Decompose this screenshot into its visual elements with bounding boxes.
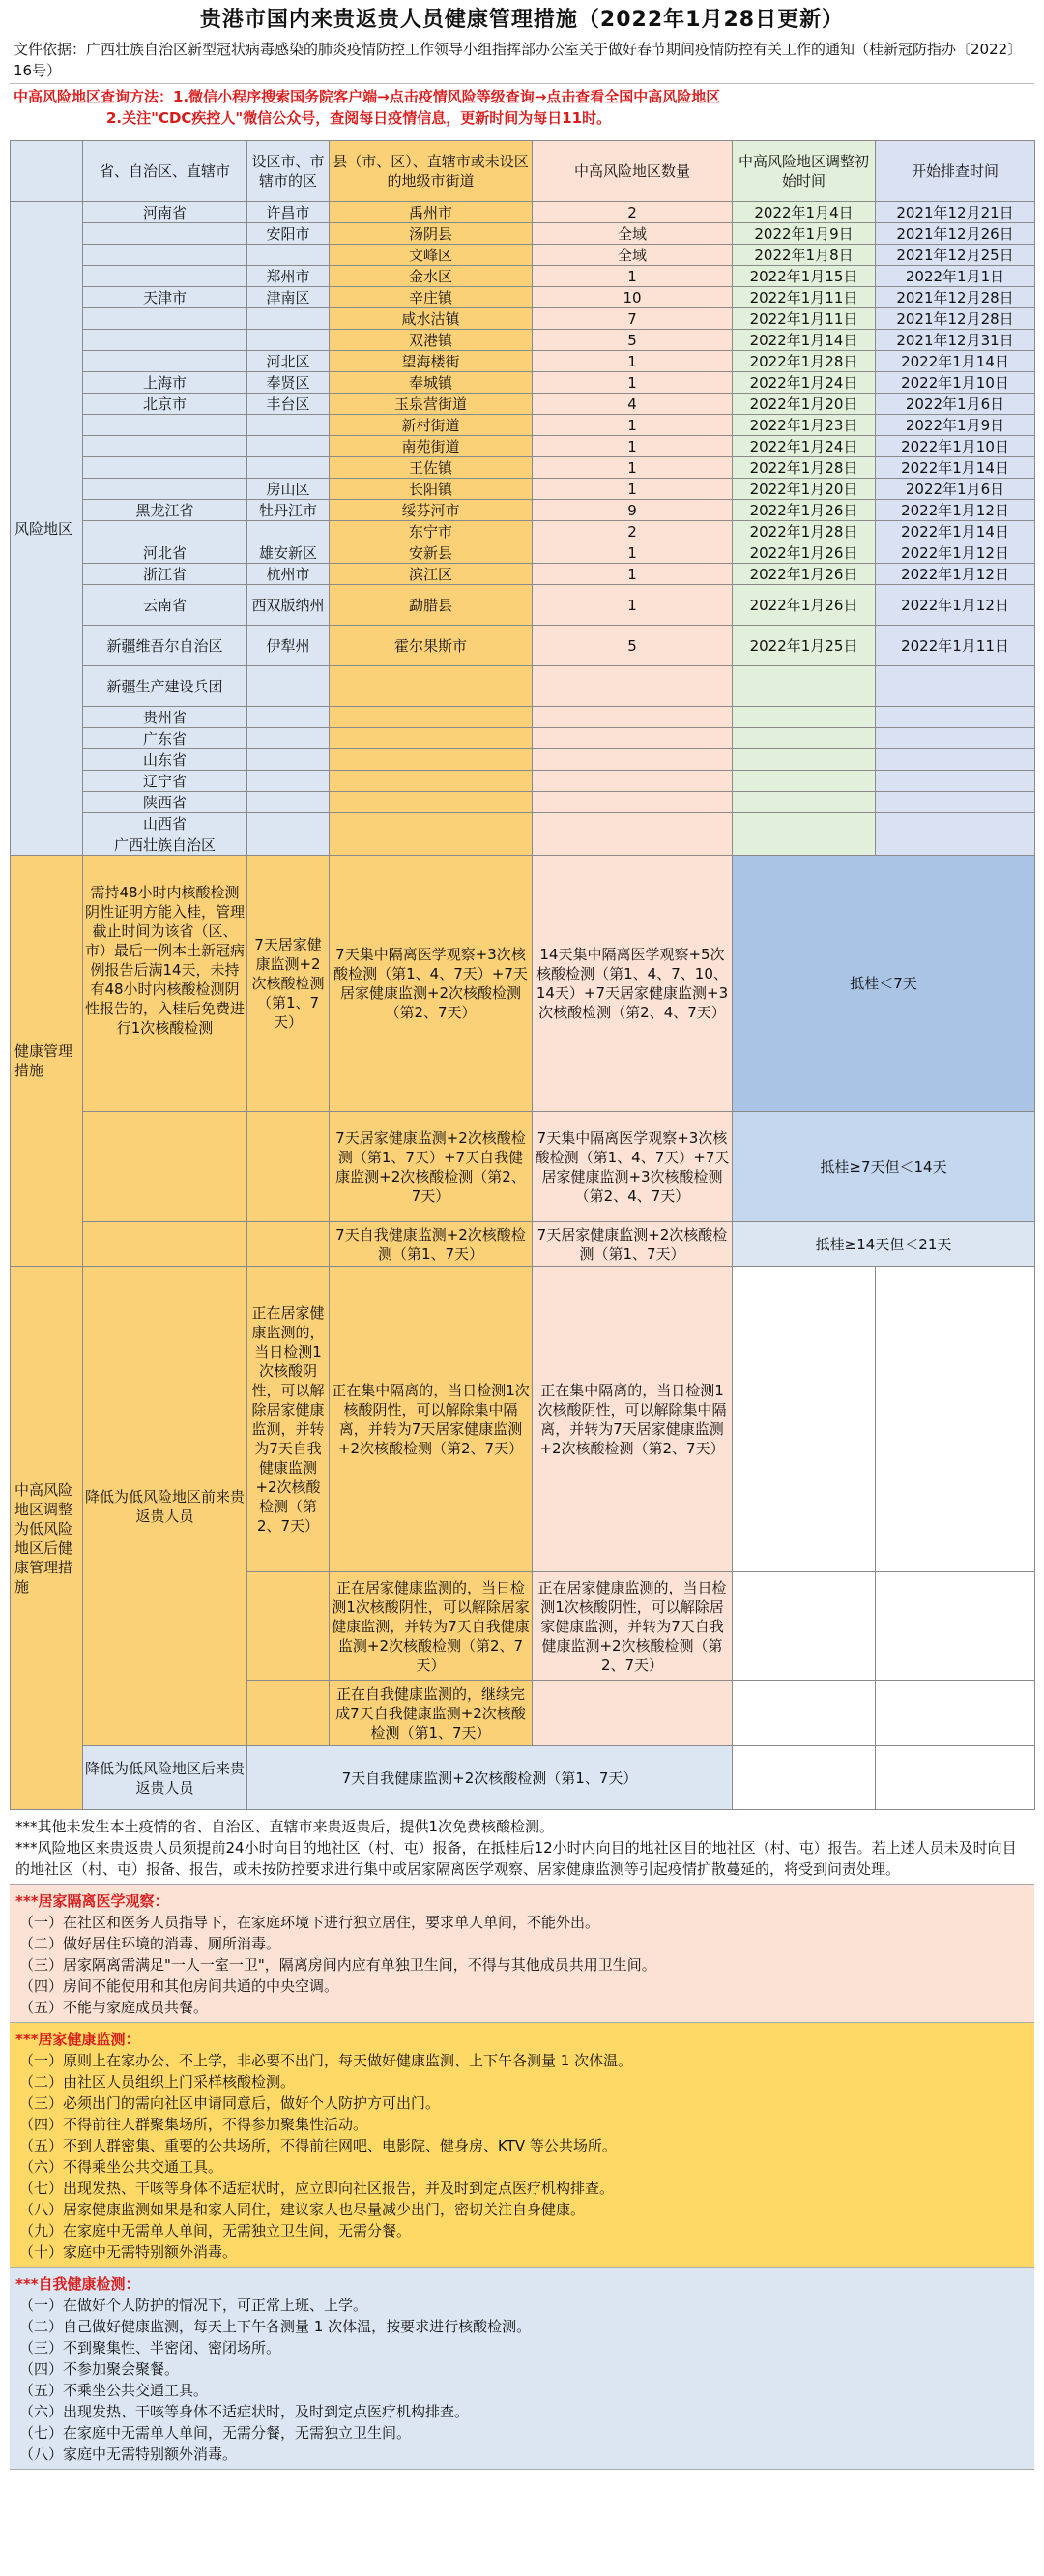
sheet bbox=[10, 4, 1034, 2470]
cell-adjust-time: 2022年1月28日 bbox=[733, 457, 876, 479]
list-item: （九）在家庭中无需单人单间，无需独立卫生间，无需分餐。 bbox=[19, 2222, 412, 2239]
cell-province bbox=[83, 223, 247, 245]
cell-county: 滨江区 bbox=[330, 564, 533, 585]
cell-adjust-time: 2022年1月15日 bbox=[733, 266, 876, 287]
cell-province: 山西省 bbox=[83, 813, 247, 834]
cell-city: 郑州市 bbox=[247, 266, 330, 287]
adjust-high-2: 正在居家健康监测的，当日检测1次核酸阴性，可以解除居家健康监测，并转为7天自我健康监测+2次核酸检测（第2、7天） bbox=[533, 1572, 733, 1681]
cell-adjust-time bbox=[733, 834, 876, 856]
cell-adjust-time: 2022年1月24日 bbox=[733, 372, 876, 394]
cell-start-time: 2022年1月14日 bbox=[876, 457, 1035, 479]
table-row bbox=[11, 521, 1035, 542]
cell-adjust-time: 2022年1月23日 bbox=[733, 415, 876, 436]
cell-start-time: 2022年1月11日 bbox=[876, 626, 1035, 666]
adjust-col3-blank bbox=[247, 1572, 330, 1681]
adjust-after-measure: 7天自我健康监测+2次核酸检测（第1、7天） bbox=[247, 1746, 733, 1810]
cell-adjust-time: 2022年1月20日 bbox=[733, 394, 876, 415]
cell-adjust-time: 2022年1月20日 bbox=[733, 479, 876, 500]
cell-province bbox=[83, 521, 247, 542]
adjust-high-1: 正在集中隔离的，当日检测1次核酸阴性，可以解除集中隔离，并转为7天居家健康监测+2次核酸检测（第2、7天） bbox=[533, 1267, 733, 1572]
table-row bbox=[11, 749, 1035, 771]
cell-city: 津南区 bbox=[247, 287, 330, 308]
health-mid-3: 7天自我健康监测+2次核酸检测（第1、7天） bbox=[330, 1222, 533, 1267]
adjust-blank-f2 bbox=[876, 1572, 1035, 1681]
adjust-home-monitor: 正在居家健康监测的，当日检测1次核酸阴性，可以解除居家健康监测，并转为7天自我健康监测+2次核酸检测（第2、7天） bbox=[247, 1267, 330, 1572]
cell-county bbox=[330, 707, 533, 728]
table-row bbox=[11, 308, 1035, 330]
cell-province bbox=[83, 330, 247, 351]
cell-start-time: 2022年1月10日 bbox=[876, 436, 1035, 457]
cell-province: 新疆维吾尔自治区 bbox=[83, 626, 247, 666]
cell-city: 丰台区 bbox=[247, 394, 330, 415]
cell-city: 牡丹江市 bbox=[247, 500, 330, 521]
adjust-after-label: 降低为低风险地区后来贵返贵人员 bbox=[83, 1746, 247, 1810]
cell-city bbox=[247, 749, 330, 771]
cell-adjust-time: 2022年1月11日 bbox=[733, 308, 876, 330]
table-row bbox=[11, 728, 1035, 749]
cell-province bbox=[83, 308, 247, 330]
list-item: （七）出现发热、干咳等身体不适症状时，应立即向社区报告，并及时到定点医疗机构排查。 bbox=[19, 2180, 615, 2197]
health-time-1: 抵桂＜7天 bbox=[733, 856, 1035, 1112]
cell-county: 绥芬河市 bbox=[330, 500, 533, 521]
cell-city bbox=[247, 436, 330, 457]
cell-adjust-time: 2022年1月4日 bbox=[733, 202, 876, 223]
risk-table bbox=[10, 140, 1035, 1810]
cell-count: 9 bbox=[533, 500, 733, 521]
cell-county bbox=[330, 666, 533, 707]
table-row bbox=[11, 792, 1035, 813]
cell-adjust-time bbox=[733, 792, 876, 813]
table-row bbox=[11, 223, 1035, 245]
list-item: （二）由社区人员组织上门采样核酸检测。 bbox=[19, 2073, 296, 2091]
table-row bbox=[11, 666, 1035, 707]
health-low-blank-2 bbox=[247, 1222, 330, 1267]
cell-start-time: 2021年12月28日 bbox=[876, 287, 1035, 308]
cell-adjust-time: 2022年1月11日 bbox=[733, 287, 876, 308]
list-item: （八）居家健康监测如果是和家人同住，建议家人也尽量减少出门，密切关注自身健康。 bbox=[19, 2201, 586, 2218]
header-start-time: 开始排查时间 bbox=[876, 141, 1035, 202]
table-header-row bbox=[11, 141, 1035, 202]
cell-adjust-time bbox=[733, 728, 876, 749]
cell-city bbox=[247, 457, 330, 479]
cell-adjust-time: 2022年1月25日 bbox=[733, 626, 876, 666]
cell-county: 文峰区 bbox=[330, 245, 533, 266]
cell-start-time bbox=[876, 813, 1035, 834]
cell-county: 望海楼街 bbox=[330, 351, 533, 372]
list-item: （六）不得乘坐公共交通工具。 bbox=[19, 2158, 223, 2176]
risk-area-label: 风险地区 bbox=[11, 202, 83, 856]
cell-county bbox=[330, 771, 533, 792]
cell-city bbox=[247, 728, 330, 749]
adjust-label: 中高风险地区调整为低风险地区后健康管理措施 bbox=[11, 1267, 83, 1810]
cell-province: 黑龙江省 bbox=[83, 500, 247, 521]
list-item: （五）不乘坐公共交通工具。 bbox=[19, 2382, 209, 2399]
cell-count bbox=[533, 813, 733, 834]
cell-count: 2 bbox=[533, 202, 733, 223]
cell-adjust-time bbox=[733, 749, 876, 771]
cell-count bbox=[533, 728, 733, 749]
cell-count: 1 bbox=[533, 372, 733, 394]
cell-start-time: 2022年1月14日 bbox=[876, 521, 1035, 542]
cell-count: 全域 bbox=[533, 223, 733, 245]
cell-count bbox=[533, 792, 733, 813]
adjust-col3-blank-2 bbox=[247, 1681, 330, 1746]
health-low-risk: 7天居家健康监测+2次核酸检测（第1、7天） bbox=[247, 856, 330, 1112]
cell-start-time: 2021年12月26日 bbox=[876, 223, 1035, 245]
health-time-3: 抵桂≥14天但＜21天 bbox=[733, 1222, 1035, 1267]
cell-start-time: 2022年1月6日 bbox=[876, 479, 1035, 500]
notes-area bbox=[10, 1810, 1034, 2470]
adjust-blank-e4 bbox=[733, 1746, 876, 1810]
table-row bbox=[11, 542, 1035, 564]
cell-start-time bbox=[876, 792, 1035, 813]
cell-province bbox=[83, 266, 247, 287]
cell-city: 奉贤区 bbox=[247, 372, 330, 394]
cell-start-time bbox=[876, 749, 1035, 771]
list-item: （十）家庭中无需特别额外消毒。 bbox=[19, 2243, 238, 2261]
page-title: 贵港市国内来贵返贵人员健康管理措施（2022年1月28日更新） bbox=[199, 8, 845, 32]
list-item: （一）在社区和医务人员指导下，在家庭环境下进行独立居住，要求单人单间，不能外出。 bbox=[19, 1914, 600, 1931]
cell-count: 1 bbox=[533, 585, 733, 626]
cell-start-time: 2022年1月10日 bbox=[876, 372, 1035, 394]
cell-county: 南苑街道 bbox=[330, 436, 533, 457]
cell-province bbox=[83, 479, 247, 500]
table-row bbox=[11, 813, 1035, 834]
cell-count bbox=[533, 834, 733, 856]
table-row bbox=[11, 245, 1035, 266]
cell-province: 北京市 bbox=[83, 394, 247, 415]
cell-adjust-time bbox=[733, 707, 876, 728]
cell-count: 1 bbox=[533, 415, 733, 436]
cell-adjust-time: 2022年1月28日 bbox=[733, 351, 876, 372]
cell-county: 安新县 bbox=[330, 542, 533, 564]
cell-start-time: 2022年1月14日 bbox=[876, 351, 1035, 372]
cell-city: 许昌市 bbox=[247, 202, 330, 223]
cell-adjust-time: 2022年1月26日 bbox=[733, 564, 876, 585]
cell-adjust-time bbox=[733, 771, 876, 792]
table-row bbox=[11, 415, 1035, 436]
cell-start-time: 2021年12月31日 bbox=[876, 330, 1035, 351]
table-row bbox=[11, 564, 1035, 585]
health-rule: 需持48小时内核酸检测阴性证明方能入桂，管理截止时间为该省（区、市）最后一例本土新冠病例报告后满14天，未持有48小时内核酸检测阴性报告的，入桂后免费进行1次核酸检测 bbox=[83, 856, 247, 1112]
health-mid-2: 7天居家健康监测+2次核酸检测（第1、7天）+7天自我健康监测+2次核酸检测（第2、7天） bbox=[330, 1112, 533, 1222]
adjust-mid-3: 正在自我健康监测的，继续完成7天自我健康监测+2次核酸检测（第1、7天） bbox=[330, 1681, 533, 1746]
table-row bbox=[11, 394, 1035, 415]
cell-county: 新村街道 bbox=[330, 415, 533, 436]
cell-count: 1 bbox=[533, 436, 733, 457]
cell-count bbox=[533, 707, 733, 728]
cell-count: 1 bbox=[533, 564, 733, 585]
cell-start-time: 2021年12月25日 bbox=[876, 245, 1035, 266]
cell-province bbox=[83, 351, 247, 372]
cell-province bbox=[83, 415, 247, 436]
cell-adjust-time bbox=[733, 813, 876, 834]
list-item: （三）必须出门的需向社区申请同意后，做好个人防护方可出门。 bbox=[19, 2094, 441, 2112]
table-row bbox=[11, 626, 1035, 666]
adjust-mid-2: 正在居家健康监测的，当日检测1次核酸阴性，可以解除居家健康监测，并转为7天自我健康监测+2次核酸检测（第2、7天） bbox=[330, 1572, 533, 1681]
cell-count bbox=[533, 771, 733, 792]
cell-city bbox=[247, 792, 330, 813]
note-other-provinces bbox=[10, 1810, 1034, 1885]
cell-count: 全域 bbox=[533, 245, 733, 266]
table-row bbox=[11, 707, 1035, 728]
cell-start-time: 2021年12月21日 bbox=[876, 202, 1035, 223]
cell-province: 贵州省 bbox=[83, 707, 247, 728]
section-home-quarantine bbox=[10, 1885, 1034, 2023]
cell-province: 云南省 bbox=[83, 585, 247, 626]
cell-county: 东宁市 bbox=[330, 521, 533, 542]
cell-count: 1 bbox=[533, 457, 733, 479]
adjust-mid-1: 正在集中隔离的，当日检测1次核酸阴性，可以解除集中隔离，并转为7天居家健康监测+2次核酸检测（第2、7天） bbox=[330, 1267, 533, 1572]
table-row bbox=[11, 436, 1035, 457]
cell-count: 1 bbox=[533, 351, 733, 372]
table-row bbox=[11, 500, 1035, 521]
cell-city bbox=[247, 834, 330, 856]
cell-city: 雄安新区 bbox=[247, 542, 330, 564]
cell-province: 陕西省 bbox=[83, 792, 247, 813]
section-heading: ***居家隔离医学观察： bbox=[15, 1892, 169, 1910]
cell-start-time bbox=[876, 707, 1035, 728]
cell-count: 1 bbox=[533, 542, 733, 564]
cell-start-time: 2022年1月12日 bbox=[876, 500, 1035, 521]
list-item: （一）原则上在家办公、不上学，非必要不出门，每天做好健康监测、上下午各测量 1 次体温。 bbox=[19, 2052, 633, 2069]
adjust-high-3-blank bbox=[533, 1681, 733, 1746]
cell-start-time: 2022年1月1日 bbox=[876, 266, 1035, 287]
cell-city bbox=[247, 415, 330, 436]
cell-province: 广西壮族自治区 bbox=[83, 834, 247, 856]
adjust-body bbox=[11, 1267, 1035, 1810]
note-1: ***其他未发生本土疫情的省、自治区、直辖市来贵返贵后，提供1次免费核酸检测。 bbox=[15, 1818, 555, 1835]
query-line-2: 2.关注"CDC疾控人"微信公众号，查阅每日疫情信息，更新时间为每日11时。 bbox=[106, 109, 612, 127]
list-item: （五）不能与家庭成员共餐。 bbox=[19, 1999, 209, 2016]
list-item: （四）不得前往人群聚集场所，不得参加聚集性活动。 bbox=[19, 2116, 368, 2133]
cell-adjust-time: 2022年1月9日 bbox=[733, 223, 876, 245]
table-row bbox=[11, 287, 1035, 308]
cell-start-time: 2022年1月12日 bbox=[876, 585, 1035, 626]
table-row bbox=[11, 202, 1035, 223]
health-high-3: 7天居家健康监测+2次核酸检测（第1、7天） bbox=[533, 1222, 733, 1267]
cell-city bbox=[247, 707, 330, 728]
health-body bbox=[11, 856, 1035, 1267]
cell-start-time bbox=[876, 666, 1035, 707]
cell-county: 长阳镇 bbox=[330, 479, 533, 500]
cell-city: 杭州市 bbox=[247, 564, 330, 585]
cell-province bbox=[83, 436, 247, 457]
header-count: 中高风险地区数量 bbox=[533, 141, 733, 202]
cell-count: 7 bbox=[533, 308, 733, 330]
list-item: （四）不参加聚会聚餐。 bbox=[19, 2360, 180, 2378]
table-row bbox=[11, 266, 1035, 287]
section-heading: ***自我健康检测： bbox=[15, 2275, 140, 2293]
cell-count: 5 bbox=[533, 330, 733, 351]
cell-adjust-time: 2022年1月26日 bbox=[733, 542, 876, 564]
table-row bbox=[11, 771, 1035, 792]
query-line-1: 中高风险地区查询方法：1.微信小程序搜索国务院客户端→点击疫情风险等级查询→点击查看全国中高风险地区 bbox=[14, 88, 721, 105]
adjust-before-label: 降低为低风险地区前来贵返贵人员 bbox=[83, 1267, 247, 1746]
cell-count: 5 bbox=[533, 626, 733, 666]
cell-county: 禹州市 bbox=[330, 202, 533, 223]
cell-start-time bbox=[876, 771, 1035, 792]
health-rule-blank-2 bbox=[83, 1222, 247, 1267]
cell-city bbox=[247, 771, 330, 792]
cell-start-time bbox=[876, 728, 1035, 749]
list-item: （四）房间不能使用和其他房间共通的中央空调。 bbox=[19, 1977, 339, 1995]
cell-county: 霍尔果斯市 bbox=[330, 626, 533, 666]
cell-city bbox=[247, 330, 330, 351]
table-row bbox=[11, 457, 1035, 479]
section-self-monitoring bbox=[10, 2268, 1034, 2470]
cell-province: 新疆生产建设兵团 bbox=[83, 666, 247, 707]
cell-county: 汤阴县 bbox=[330, 223, 533, 245]
list-item: （一）在做好个人防护的情况下，可正常上班、上学。 bbox=[19, 2297, 368, 2314]
cell-province bbox=[83, 457, 247, 479]
cell-province: 广东省 bbox=[83, 728, 247, 749]
list-item: （二）自己做好健康监测，每天上下午各测量 1 次体温，按要求进行核酸检测。 bbox=[19, 2318, 532, 2335]
adjust-blank-e3 bbox=[733, 1681, 876, 1746]
cell-city: 河北区 bbox=[247, 351, 330, 372]
cell-city: 房山区 bbox=[247, 479, 330, 500]
cell-county: 奉城镇 bbox=[330, 372, 533, 394]
health-mid-1: 7天集中隔离医学观察+3次核酸检测（第1、4、7天）+7天居家健康监测+2次核酸检测（第2、7天） bbox=[330, 856, 533, 1112]
table-row bbox=[11, 351, 1035, 372]
note-2: ***风险地区来贵返贵人员须提前24小时向目的地社区（村、屯）报备，在抵桂后12小时内向目的地社区目的地社区（村、屯）报告。若上述人员未及时向目的地社区（村、屯）报备、报告，或未按防控要求进行集中或居家隔离医学观察、居家健康监测等引起疫情扩散蔓延的，将受到问责处理。 bbox=[15, 1839, 1017, 1878]
table-row bbox=[11, 479, 1035, 500]
cell-count: 1 bbox=[533, 479, 733, 500]
list-item: （五）不到人群密集、重要的公共场所，不得前往网吧、电影院、健身房、KTV 等公共场所。 bbox=[19, 2137, 617, 2154]
cell-county bbox=[330, 813, 533, 834]
cell-city bbox=[247, 521, 330, 542]
cell-city: 伊犁州 bbox=[247, 626, 330, 666]
cell-province: 浙江省 bbox=[83, 564, 247, 585]
header-blank bbox=[11, 141, 83, 202]
risk-body bbox=[11, 202, 1035, 856]
cell-count: 10 bbox=[533, 287, 733, 308]
cell-count: 4 bbox=[533, 394, 733, 415]
cell-start-time: 2022年1月12日 bbox=[876, 542, 1035, 564]
header-county: 县（市、区）、直辖市或未设区的地级市街道 bbox=[330, 141, 533, 202]
cell-count bbox=[533, 666, 733, 707]
cell-count: 2 bbox=[533, 521, 733, 542]
health-low-blank bbox=[247, 1112, 330, 1222]
health-rule-blank bbox=[83, 1112, 247, 1222]
cell-county bbox=[330, 749, 533, 771]
cell-county: 辛庄镇 bbox=[330, 287, 533, 308]
cell-adjust-time: 2022年1月28日 bbox=[733, 521, 876, 542]
cell-county bbox=[330, 834, 533, 856]
cell-start-time: 2022年1月12日 bbox=[876, 564, 1035, 585]
header-province: 省、自治区、直辖市 bbox=[83, 141, 247, 202]
cell-county: 金水区 bbox=[330, 266, 533, 287]
cell-city: 安阳市 bbox=[247, 223, 330, 245]
cell-adjust-time: 2022年1月26日 bbox=[733, 500, 876, 521]
cell-county bbox=[330, 792, 533, 813]
adjust-blank-f3 bbox=[876, 1681, 1035, 1746]
cell-city: 西双版纳州 bbox=[247, 585, 330, 626]
cell-province: 辽宁省 bbox=[83, 771, 247, 792]
cell-start-time bbox=[876, 834, 1035, 856]
header-adjust-time: 中高风险地区调整初始时间 bbox=[733, 141, 876, 202]
table-row bbox=[11, 330, 1035, 351]
header-city: 设区市、市辖市的区 bbox=[247, 141, 330, 202]
cell-start-time: 2022年1月9日 bbox=[876, 415, 1035, 436]
cell-county: 王佐镇 bbox=[330, 457, 533, 479]
adjust-blank-e1 bbox=[733, 1267, 876, 1572]
list-item: （七）在家庭中无需单人单间，无需分餐，无需独立卫生间。 bbox=[19, 2424, 412, 2442]
cell-county: 咸水沽镇 bbox=[330, 308, 533, 330]
cell-city bbox=[247, 308, 330, 330]
cell-adjust-time bbox=[733, 666, 876, 707]
adjust-blank-f4 bbox=[876, 1746, 1035, 1810]
cell-city bbox=[247, 666, 330, 707]
health-time-2: 抵桂≥7天但＜14天 bbox=[733, 1112, 1035, 1222]
cell-city bbox=[247, 245, 330, 266]
cell-county: 双港镇 bbox=[330, 330, 533, 351]
cell-province: 上海市 bbox=[83, 372, 247, 394]
cell-adjust-time: 2022年1月8日 bbox=[733, 245, 876, 266]
table-row bbox=[11, 372, 1035, 394]
cell-adjust-time: 2022年1月14日 bbox=[733, 330, 876, 351]
cell-province: 天津市 bbox=[83, 287, 247, 308]
table-row bbox=[11, 834, 1035, 856]
section-heading: ***居家健康监测： bbox=[15, 2031, 140, 2048]
document-basis: 文件依据：广西壮族自治区新型冠状病毒感染的肺炎疫情防控工作领导小组指挥部办公室关于做好春节期间疫情防控有关工作的通知（桂新冠防指办〔2022〕16号） bbox=[10, 37, 1034, 84]
cell-adjust-time: 2022年1月24日 bbox=[733, 436, 876, 457]
cell-county: 玉泉营街道 bbox=[330, 394, 533, 415]
list-item: （二）做好居住环境的消毒、厕所消毒。 bbox=[19, 1935, 281, 1952]
health-label: 健康管理措施 bbox=[11, 856, 83, 1267]
adjust-blank-e2 bbox=[733, 1572, 876, 1681]
cell-count bbox=[533, 749, 733, 771]
health-high-1: 14天集中隔离医学观察+5次核酸检测（第1、4、7、10、14天）+7天居家健康监测+3次核酸检测（第2、4、7天） bbox=[533, 856, 733, 1112]
health-high-2: 7天集中隔离医学观察+3次核酸检测（第1、4、7天）+7天居家健康监测+3次核酸检测（第2、4、7天） bbox=[533, 1112, 733, 1222]
list-item: （三）不到聚集性、半密闭、密闭场所。 bbox=[19, 2339, 281, 2356]
table-row bbox=[11, 585, 1035, 626]
cell-city bbox=[247, 813, 330, 834]
cell-province: 山东省 bbox=[83, 749, 247, 771]
cell-start-time: 2021年12月28日 bbox=[876, 308, 1035, 330]
cell-county bbox=[330, 728, 533, 749]
cell-province bbox=[83, 245, 247, 266]
adjust-blank-f1 bbox=[876, 1267, 1035, 1572]
cell-province: 河北省 bbox=[83, 542, 247, 564]
cell-province: 河南省 bbox=[83, 202, 247, 223]
cell-start-time: 2022年1月6日 bbox=[876, 394, 1035, 415]
list-item: （八）家庭中无需特别额外消毒。 bbox=[19, 2445, 238, 2463]
list-item: （三）居家隔离需满足"一人一室一卫"，隔离房间内应有单独卫生间，不得与其他成员共用卫生间。 bbox=[19, 1956, 656, 1974]
cell-adjust-time: 2022年1月26日 bbox=[733, 585, 876, 626]
cell-count: 1 bbox=[533, 266, 733, 287]
list-item: （六）出现发热、干咳等身体不适症状时，及时到定点医疗机构排查。 bbox=[19, 2403, 470, 2420]
cell-county: 勐腊县 bbox=[330, 585, 533, 626]
query-method bbox=[10, 84, 1034, 131]
section-home-monitoring bbox=[10, 2023, 1034, 2268]
